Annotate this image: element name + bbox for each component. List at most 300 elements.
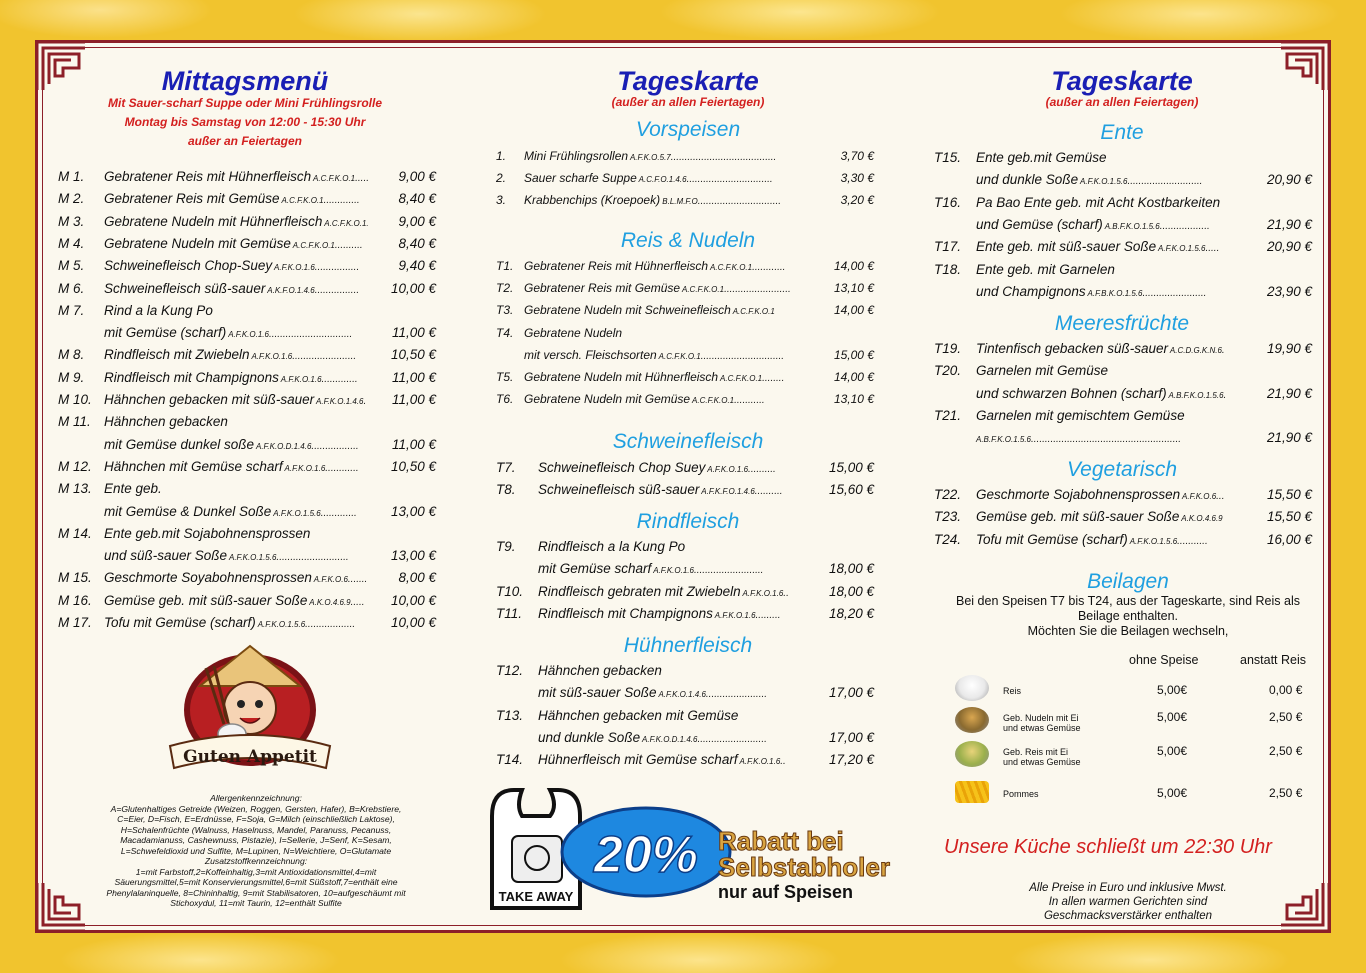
leader-dots: ................ xyxy=(314,262,360,274)
allergen-code: A.F.K.O.1.6 xyxy=(249,352,293,362)
menu-item xyxy=(58,391,436,409)
item-price: 9,00 € xyxy=(398,169,436,184)
left-subtitle-1: Mit Sauer-scharf Suppe oder Mini Frühlingsrolle xyxy=(107,96,383,110)
item-price: 15,60 € xyxy=(828,482,874,497)
section-vorspeisen: Vorspeisen xyxy=(635,118,741,141)
section-beilagen: Beilagen xyxy=(1087,570,1169,593)
item-name: Gebratener Reis mit Hühnerfleisch A.C.F.K.O.1............ xyxy=(524,259,786,273)
noodles-bowl-icon xyxy=(955,707,989,733)
item-name: Gebratene Nudeln mit Gemüse A.C.F.K.O.1.......... xyxy=(104,235,363,251)
menu-item xyxy=(58,503,436,521)
item-price: 13,00 € xyxy=(390,503,436,519)
allergen-code: A.F.K.O.D.1.4.6 xyxy=(640,734,698,744)
allergen-code: A.K.F.O.1.4.6 xyxy=(265,285,315,295)
menu-item xyxy=(58,458,436,476)
leader-dots: .................. xyxy=(1159,220,1210,232)
item-name: Gemüse geb. mit süß-sauer Soße A.K.O.4.6.9..... xyxy=(104,592,365,608)
item-name: Hühnerfleisch mit Gemüse scharf A.F.K.O.1.6.. xyxy=(538,752,786,768)
menu-item xyxy=(934,486,1312,504)
footer-note-3: Geschmacksverstärker enthalten xyxy=(1043,910,1213,922)
item-price: 14,00 € xyxy=(833,259,874,273)
item-name: Rind a la Kung Po xyxy=(104,302,213,318)
item-name: Gebratener Reis mit Hühnerfleisch A.C.F.K.O.1..... xyxy=(104,169,370,184)
menu-item xyxy=(58,213,436,231)
allergen-code: A.F.K.O.6 xyxy=(1180,492,1217,501)
item-name: Garnelen mit gemischtem Gemüse xyxy=(976,407,1185,423)
item-price: 8,40 € xyxy=(398,235,436,251)
item-name: und süß-sauer Soße A.F.K.O.1.5.6.......................... xyxy=(104,548,349,564)
allergen-code: A.F.K.O.5.7 xyxy=(628,153,671,162)
item-price: 10,00 € xyxy=(390,592,436,608)
leader-dots: .................. xyxy=(305,619,356,630)
menu-item xyxy=(934,429,1312,447)
promo-line-1: Rabatt bei xyxy=(718,826,844,856)
takeaway-promo xyxy=(486,786,896,912)
leader-dots: ....................... xyxy=(1142,287,1207,299)
menu-item xyxy=(58,190,436,208)
item-name: Ente geb. mit Garnelen xyxy=(976,261,1115,277)
middle-subtitle: (außer an allen Feiertagen) xyxy=(611,95,765,109)
menu-item xyxy=(58,324,436,342)
menu-item xyxy=(934,385,1312,403)
menu-item xyxy=(58,280,436,298)
item-name: Gebratene Nudeln mit Schweinefleisch A.C.F.K.O.1 xyxy=(524,303,775,318)
allergen-info xyxy=(76,793,436,909)
menu-item xyxy=(58,346,436,364)
leader-dots: ........ xyxy=(762,373,785,384)
item-number: T10. xyxy=(496,583,524,599)
allergen-code: A.F.K.O.1.6 xyxy=(737,757,781,767)
allergen-code: A.F.K.O.1.6 xyxy=(278,374,322,384)
menu-item xyxy=(496,583,874,601)
menu-item xyxy=(496,390,874,408)
item-number: T18. xyxy=(934,261,962,277)
allergen-line: 1=mit Farbstoff,2=Koffeinhaltig,3=mit Antioxidationsmittel,4=mit xyxy=(135,866,377,877)
item-price: 11,00 € xyxy=(391,325,436,341)
item-name: Rindfleisch a la Kung Po xyxy=(538,539,686,554)
item-price: 21,90 € xyxy=(1266,430,1312,446)
allergen-code: A.C.F.K.O.1 xyxy=(730,307,775,317)
allergen-code: A.C.F.K.O.1 xyxy=(656,351,701,361)
menu-item xyxy=(496,459,874,477)
item-number: M 11. xyxy=(58,414,91,430)
item-number: M 7. xyxy=(58,302,85,318)
item-number: 1. xyxy=(496,149,507,163)
menu-item xyxy=(58,436,436,454)
guten-appetit-logo xyxy=(160,638,340,778)
item-price: 10,50 € xyxy=(390,347,436,363)
promo-percent: 20% xyxy=(593,826,699,884)
item-number: T12. xyxy=(496,663,524,678)
item-price: 13,10 € xyxy=(833,392,874,407)
allergen-line: C=Eier, D=Fisch, E=Erdnüsse, F=Soja, G=Milch (einschließlich Laktose), xyxy=(117,814,395,824)
leader-dots: ....... xyxy=(347,574,368,586)
item-name: mit Gemüse & Dunkel Soße A.F.K.O.1.5.6............. xyxy=(104,503,357,519)
item-number: T8. xyxy=(496,482,516,497)
menu-item xyxy=(58,369,436,387)
item-name: Schweinefleisch süß-sauer A.F.K.F.O.1.4.6.......... xyxy=(538,482,783,497)
logo-text: Guten Appetit xyxy=(183,747,317,767)
menu-item xyxy=(496,147,874,165)
leader-dots: .. xyxy=(780,756,786,768)
leader-dots: .. xyxy=(783,587,789,599)
item-name: Hähnchen gebacken xyxy=(104,414,228,430)
menu-item xyxy=(58,547,436,565)
item-number: 2. xyxy=(496,171,507,185)
item-price: 18,20 € xyxy=(828,605,874,621)
menu-item xyxy=(58,525,436,543)
allergen-code: A.F.K.O.1.5.6 xyxy=(227,553,277,563)
item-name: Gebratene Nudeln xyxy=(524,325,623,340)
item-price: 11,00 € xyxy=(391,392,436,407)
item-number: T16. xyxy=(934,194,962,210)
leader-dots: ............ xyxy=(752,262,786,273)
side-dish-label: Pommes xyxy=(1003,789,1039,799)
item-name: Gebratene Nudeln mit Hühnerfleisch A.C.F.K.O.1. xyxy=(104,213,369,229)
menu-item xyxy=(934,194,1312,212)
item-name: Ente geb.mit Gemüse xyxy=(976,150,1107,165)
col-anstatt-reis: anstatt Reis xyxy=(1240,653,1307,667)
item-name: Hähnchen gebacken mit süß-sauer A.F.K.O.1.4.6. xyxy=(104,392,367,407)
menu-item xyxy=(496,346,874,364)
item-number: T7. xyxy=(496,460,516,475)
leader-dots: ............. xyxy=(321,373,358,385)
item-number: M 16. xyxy=(58,592,92,608)
leader-dots: ......................... xyxy=(697,733,767,745)
item-name: Schweinefleisch süß-sauer A.K.F.O.1.4.6................ xyxy=(104,280,360,296)
menu-item xyxy=(58,614,436,632)
fries-icon xyxy=(955,781,989,803)
item-number: M 9. xyxy=(58,369,85,385)
item-name: Tofu mit Gemüse (scharf) A.F.K.O.1.5.6........... xyxy=(976,531,1208,547)
allergen-code: A.C.F.O.1.4.6 xyxy=(636,175,687,184)
item-number: T21. xyxy=(934,407,962,423)
item-number: T24. xyxy=(934,531,962,547)
item-price: 3,20 € xyxy=(840,193,874,207)
item-name: Tintenfisch gebacken süß-sauer A.C.D.G.K.N.6. xyxy=(976,341,1225,356)
corner-ornament-icon xyxy=(1279,40,1331,92)
leader-dots: ................. xyxy=(311,440,359,452)
item-name: Mini Frühlingsrollen A.F.K.O.5.7...................................... xyxy=(524,149,777,163)
item-name: Gebratene Nudeln mit Gemüse A.C.F.K.O.1........... xyxy=(524,392,765,407)
leader-dots: ......... xyxy=(755,609,781,621)
corner-ornament-icon xyxy=(35,40,87,92)
menu-item xyxy=(934,362,1312,380)
item-name: Schweinefleisch Chop-Suey A.F.K.O.1.6................ xyxy=(104,258,360,274)
item-number: M 1. xyxy=(58,169,85,184)
side-dish-label: Geb. Nudeln mit Ei und etwas Gemüse xyxy=(1003,713,1081,733)
menu-item xyxy=(496,169,874,187)
item-price: 20,90 € xyxy=(1266,239,1312,255)
item-price: 15,50 € xyxy=(1266,509,1312,525)
menu-item xyxy=(934,238,1312,256)
menu-item xyxy=(58,592,436,610)
item-price: 18,00 € xyxy=(828,561,874,577)
item-number: T3. xyxy=(496,303,514,318)
item-name: und Gemüse (scharf) A.B.F.K.O.1.5.6.................. xyxy=(976,216,1210,232)
leader-dots: ...................................... xyxy=(670,152,777,163)
item-price: 19,90 € xyxy=(1266,341,1312,356)
leader-dots: ............................... xyxy=(686,174,773,185)
menu-item xyxy=(496,279,874,297)
menu-item xyxy=(496,191,874,209)
allergen-code: A.F.K.O.1.5.6 xyxy=(255,620,306,629)
menu-item xyxy=(496,257,874,275)
leader-dots: . xyxy=(1223,389,1227,401)
leader-dots: ........... xyxy=(734,395,765,407)
leader-dots: .......................... xyxy=(276,552,349,564)
allergen-line: Zusatzstoffkennzeichnung: xyxy=(204,856,308,866)
item-price: 3,30 € xyxy=(840,171,874,185)
item-number: M 12. xyxy=(58,458,92,474)
allergen-code: A.C.D.G.K.N.6 xyxy=(1167,346,1222,355)
item-price: 15,50 € xyxy=(1266,487,1312,502)
left-title: Mittagsmenü xyxy=(161,66,329,96)
item-price: 14,00 € xyxy=(833,370,874,384)
menu-item xyxy=(58,257,436,275)
item-price: 8,40 € xyxy=(398,191,436,207)
middle-title: Tageskarte xyxy=(617,66,759,96)
menu-item xyxy=(934,171,1312,189)
allergen-code: A.F.K.O.1.5.6 xyxy=(1156,244,1206,254)
item-number: T11. xyxy=(496,605,523,621)
menu-item xyxy=(934,407,1312,425)
beilagen-text-2: Beilage enthalten. xyxy=(1077,609,1179,623)
item-number: M 2. xyxy=(58,191,85,207)
item-price: 13,10 € xyxy=(833,281,874,296)
allergen-code: A.F.K.O.1.5.6 xyxy=(1078,177,1128,187)
item-number: T19. xyxy=(934,341,962,356)
allergen-line: Stichoxydul, 11=mit Taurin, 12=enthält Sulfite xyxy=(170,898,342,908)
fried-rice-bowl-icon xyxy=(955,741,989,767)
item-number: T6. xyxy=(496,392,514,407)
allergen-code: A.F.K.O.1.4.6 xyxy=(656,690,706,700)
menu-item xyxy=(58,413,436,431)
menu-item xyxy=(496,605,874,623)
item-name: Geschmorte Sojabohnensprossen A.F.K.O.6... xyxy=(976,487,1225,502)
leader-dots: ........... xyxy=(1177,535,1208,547)
leader-dots: ...................................................... xyxy=(1031,434,1182,446)
item-price: 8,00 € xyxy=(398,570,436,586)
allergen-code: A.F.K.O.1.4.6 xyxy=(314,397,364,406)
item-number: T13. xyxy=(496,707,524,723)
item-name: mit versch. Fleischsorten A.C.F.K.O.1.............................. xyxy=(524,347,785,362)
item-name xyxy=(976,429,1181,449)
side-dish-row xyxy=(1003,786,1308,808)
item-name: Rindfleisch mit Zwiebeln A.F.K.O.1.6....................... xyxy=(104,347,357,363)
item-number: M 15. xyxy=(58,570,92,586)
menu-item xyxy=(934,149,1312,167)
item-name: mit süß-sauer Soße A.F.K.O.1.4.6...................... xyxy=(538,685,768,701)
allergen-line: Säuerungsmittel,5=mit Konservierungsmittel,6=mit Süßstoff,7=enthält eine xyxy=(114,877,398,887)
item-name: Hähnchen mit Gemüse scharf A.F.K.O.1.6............ xyxy=(104,458,359,474)
allergen-code: A.F.K.O.D.1.4.6 xyxy=(254,441,312,451)
menu-item xyxy=(58,302,436,320)
allergen-code: A.F.K.F.O.1.4.6 xyxy=(699,487,755,496)
leader-dots: . xyxy=(363,396,367,407)
left-subtitle-3: außer an Feiertagen xyxy=(187,134,303,148)
allergen-code: A.F.K.O.1.6 xyxy=(705,465,749,474)
corner-ornament-icon xyxy=(1279,881,1331,933)
item-name: Gebratene Nudeln mit Hühnerfleisch A.C.F.K.O.1........ xyxy=(524,370,785,384)
item-price: 17,00 € xyxy=(828,729,874,745)
leader-dots: .............................. xyxy=(700,350,785,362)
allergen-code: A.K.O.4.6.9 xyxy=(1179,514,1223,524)
leader-dots: ............ xyxy=(325,462,359,474)
item-price: 11,00 € xyxy=(391,369,436,385)
item-number: M 10. xyxy=(58,392,92,407)
side-dish-row xyxy=(1003,744,1308,769)
item-number: M 8. xyxy=(58,347,85,363)
price-anstatt-reis: 0,00 € xyxy=(1269,683,1303,697)
allergen-code: A.K.O.4.6.9 xyxy=(307,597,351,607)
side-dish-row xyxy=(1003,683,1308,705)
section-vegetarisch: Vegetarisch xyxy=(1066,458,1178,481)
item-price: 10,50 € xyxy=(390,458,436,474)
item-name: Hähnchen gebacken mit Gemüse xyxy=(538,707,739,723)
allergen-line: H=Schalenfrüchte (Walnuss, Haselnuss, Mandel, Paranuss, Pecanuss, xyxy=(120,824,392,835)
menu-item xyxy=(496,368,874,386)
item-price: 10,00 € xyxy=(390,615,436,630)
menu-item xyxy=(934,340,1312,358)
beilagen-text-3: Möchten Sie die Beilagen wechseln, xyxy=(1027,624,1229,638)
item-number: T2. xyxy=(496,281,514,296)
footer-note-2: In allen warmen Gerichten sind xyxy=(1048,896,1208,908)
side-dish-row xyxy=(1003,710,1308,735)
item-number: T14. xyxy=(496,752,524,768)
price-anstatt-reis: 2,50 € xyxy=(1269,710,1303,724)
price-ohne-speise: 5,00€ xyxy=(1157,744,1188,758)
menu-item xyxy=(934,531,1312,549)
right-subtitle: (außer an allen Feiertagen) xyxy=(1045,95,1199,109)
leader-dots: ................ xyxy=(314,284,360,296)
item-name: Tofu mit Gemüse (scharf) A.F.K.O.1.5.6.................. xyxy=(104,615,356,630)
leader-dots: ..... xyxy=(355,173,370,184)
allergen-code: A.F.K.O.1.6 xyxy=(282,463,326,473)
allergen-code: A.F.K.O.1.6 xyxy=(226,330,269,340)
footer-note-1: Alle Preise in Euro und inklusive Mwst. xyxy=(1029,882,1227,894)
menu-item xyxy=(496,684,874,702)
item-price: 21,90 € xyxy=(1266,216,1312,232)
item-price: 20,90 € xyxy=(1266,172,1312,188)
item-name: Gebratener Reis mit Gemüse A.C.F.K.O.1............. xyxy=(104,191,360,207)
item-name: Ente geb. xyxy=(104,481,162,497)
price-anstatt-reis: 2,50 € xyxy=(1269,744,1303,758)
item-name: Gemüse geb. mit süß-sauer Soße A.K.O.4.6.9 xyxy=(976,509,1223,525)
allergen-code: A.F.K.O.1.5.6 xyxy=(1127,536,1178,546)
menu-item xyxy=(934,216,1312,234)
promo-line-2: Selbstabholer xyxy=(718,852,890,882)
menu-item xyxy=(496,301,874,319)
menu-item xyxy=(496,662,874,680)
item-number: T17. xyxy=(934,239,962,255)
allergen-code: B.L.M.F.O xyxy=(660,197,698,206)
allergen-code: A.F.K.O.6 xyxy=(311,575,348,585)
price-anstatt-reis: 2,50 € xyxy=(1269,786,1303,800)
item-name: mit Gemüse (scharf) A.F.K.O.1.6.............................. xyxy=(104,325,353,341)
menu-item xyxy=(58,569,436,587)
item-price: 15,00 € xyxy=(828,460,874,475)
allergen-code: A.C.F.K.O.1 xyxy=(718,374,763,383)
item-name: und dunkle Soße A.F.K.O.1.5.6........................... xyxy=(976,172,1203,188)
item-name: Rindfleisch mit Champignons A.F.K.O.1.6......... xyxy=(538,605,781,621)
leader-dots: .......... xyxy=(334,239,363,251)
menu-item xyxy=(58,480,436,498)
leader-dots: .......... xyxy=(748,464,776,475)
item-name: Schweinefleisch Chop Suey A.F.K.O.1.6.......... xyxy=(538,460,776,475)
menu-item xyxy=(496,751,874,769)
menu-item xyxy=(496,538,874,556)
side-dish-label: Geb. Reis mit Ei und etwas Gemüse xyxy=(1003,747,1081,767)
allergen-code: A.C.F.K.O.1 xyxy=(708,263,753,272)
item-price: 9,00 € xyxy=(398,213,436,229)
kitchen-closing-notice: Unsere Küche schließt um 22:30 Uhr xyxy=(944,836,1272,858)
allergen-code: A.C.F.K.O.1. xyxy=(322,218,369,228)
item-number: T15. xyxy=(934,150,962,165)
leader-dots: ....................... xyxy=(292,351,357,363)
item-name: Gebratener Reis mit Gemüse A.C.F.K.O.1........................ xyxy=(524,281,791,296)
allergen-code: A.B.F.K.O.1.5.6 xyxy=(976,435,1031,445)
menu-item xyxy=(934,508,1312,526)
col-ohne-speise: ohne Speise xyxy=(1129,653,1199,667)
item-name: mit Gemüse scharf A.F.K.O.1.6......................... xyxy=(538,561,764,577)
allergen-code: A.F.K.O.1.6 xyxy=(712,610,756,620)
menu-item xyxy=(496,324,874,342)
menu-item xyxy=(496,707,874,725)
section-reis-nudeln: Reis & Nudeln xyxy=(620,229,756,252)
item-number: M 14. xyxy=(58,525,92,541)
leader-dots: ............. xyxy=(320,507,357,519)
item-number: T4. xyxy=(496,325,514,340)
menu-item xyxy=(58,235,436,253)
item-name: Rindfleisch gebraten mit Zwiebeln A.F.K.O.1.6.. xyxy=(538,583,789,599)
item-number: M 5. xyxy=(58,258,85,274)
menu-item xyxy=(496,729,874,747)
allergen-code: A.B.F.K.O.1.5.6 xyxy=(1102,221,1160,231)
item-price: 15,00 € xyxy=(833,347,874,362)
menu-item xyxy=(934,261,1312,279)
leader-dots: . xyxy=(1221,345,1225,356)
allergen-code: A.C.F.K.O.1 xyxy=(279,196,324,206)
price-ohne-speise: 5,00€ xyxy=(1157,683,1188,697)
item-number: T20. xyxy=(934,363,962,379)
allergen-line: A=Glutenhaltiges Getreide (Weizen, Roggen, Gersten, Hafer), B=Krebstiere, xyxy=(110,803,402,814)
allergen-code: A.F.K.O.1.6 xyxy=(272,263,315,273)
section-meeresfruechte: Meeresfrüchte xyxy=(1054,312,1190,335)
item-name: Garnelen mit Gemüse xyxy=(976,363,1109,379)
price-ohne-speise: 5,00€ xyxy=(1157,786,1188,800)
item-number: T23. xyxy=(934,509,962,525)
allergen-line: L=Schwefeldioxid und Sulfite, M=Lupinen, N=Weichtiere, O=Glutamate xyxy=(120,845,392,856)
leader-dots: ... xyxy=(1216,491,1225,502)
item-name: und schwarzen Bohnen (scharf) A.B.F.K.O.1.5.6. xyxy=(976,385,1227,401)
section-ente: Ente xyxy=(1100,121,1144,144)
allergen-code: A.C.F.K.O.1 xyxy=(680,285,725,295)
item-name: Sauer scharfe Suppe A.C.F.O.1.4.6............................... xyxy=(524,171,773,185)
section-schweinefleisch: Schweinefleisch xyxy=(612,430,764,453)
allergen-code: A.F.K.O.1.6 xyxy=(740,588,784,598)
item-number: M 17. xyxy=(58,615,92,630)
leader-dots: .............................. xyxy=(268,329,353,341)
item-name: Hähnchen gebacken xyxy=(538,663,662,678)
leader-dots: ......................... xyxy=(693,565,764,577)
leader-dots: .............................. xyxy=(697,196,782,207)
right-title: Tageskarte xyxy=(1051,66,1193,96)
item-name: Ente geb.mit Sojabohnensprossen xyxy=(104,525,311,541)
item-number: T1. xyxy=(496,259,514,273)
item-name: mit Gemüse dunkel soße A.F.K.O.D.1.4.6................. xyxy=(104,436,359,452)
menu-item xyxy=(934,283,1312,301)
